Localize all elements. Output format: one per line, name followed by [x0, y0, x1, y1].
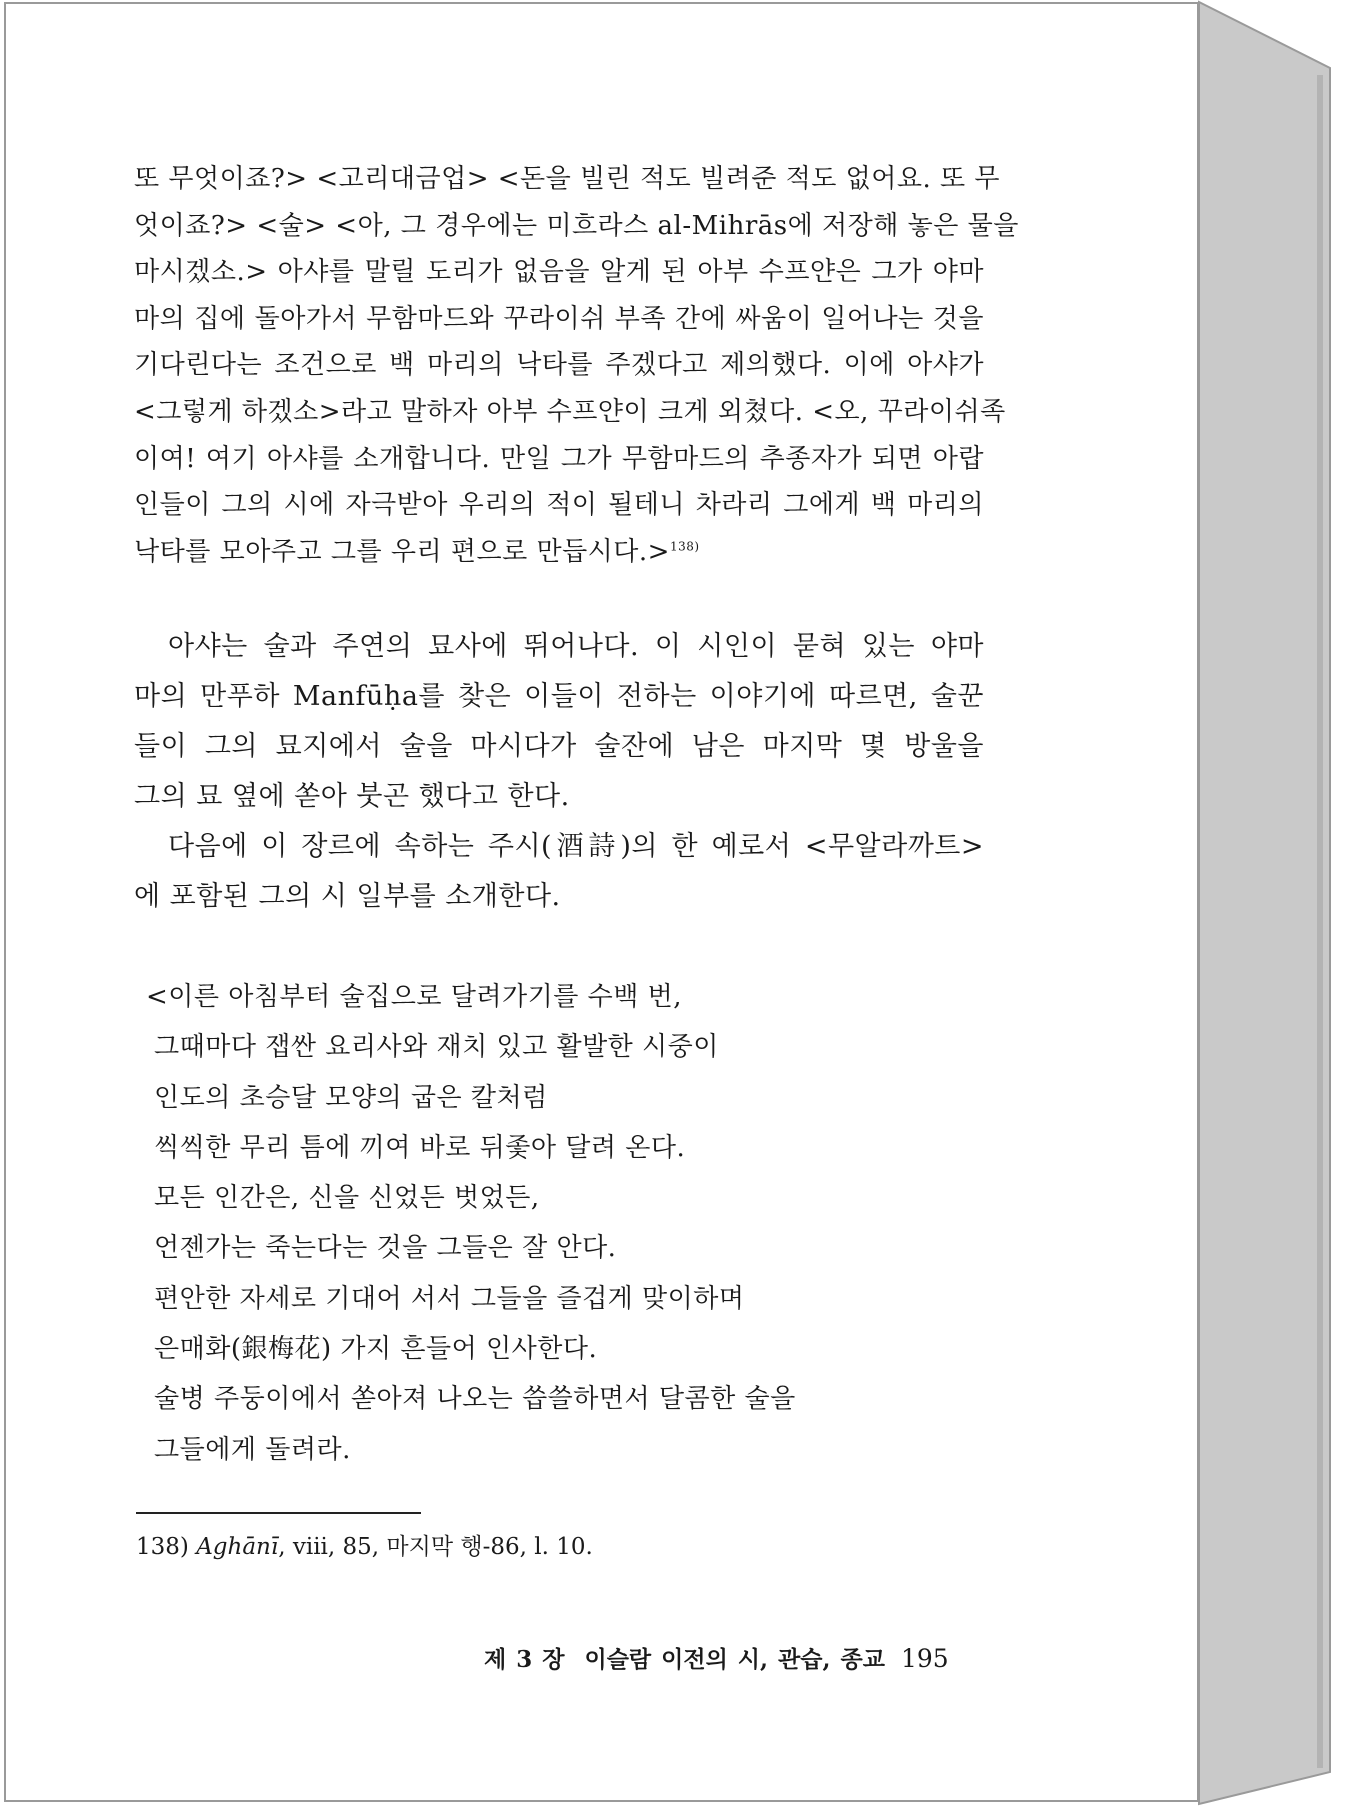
poem-quotation — [146, 972, 796, 1475]
text-line: 아샤는 술과 주연의 묘사에 뛰어나다. 이 시인이 묻혀 있는 야마 — [168, 631, 984, 662]
text-line: 마의 집에 돌아가서 무함마드와 꾸라이쉬 부족 간에 싸움이 일어나는 것을 — [134, 303, 984, 334]
text-line: 엇이죠?> <술> <아, 그 경우에는 미흐라스 al-Mihrās에 저장해 놓은 물을 — [134, 210, 1019, 241]
page-number: 195 — [900, 1644, 949, 1673]
footnote-divider — [136, 1512, 421, 1514]
book-side-face — [1199, 2, 1330, 1804]
footnote-citation: , viii, 85, 마지막 행-86, l. 10. — [278, 1534, 593, 1560]
poem-line: 인도의 초승달 모양의 굽은 칼처럼 — [154, 1082, 548, 1113]
paragraph-dialogue — [134, 156, 1019, 575]
text-line: 인들이 그의 시에 자극받아 우리의 적이 될테니 차라리 그에게 백 마리의 — [134, 490, 984, 521]
text-line-last — [134, 529, 984, 576]
poem-line: 술병 주둥이에서 쏟아져 나오는 씁쓸하면서 달콤한 술을 — [154, 1384, 796, 1415]
chapter-label: 제 3 장 — [484, 1646, 565, 1673]
text-line: 다음에 이 장르에 속하는 주시(酒詩)의 한 예로서 <무알라까트> — [168, 831, 984, 862]
text-line: 그의 묘 옆에 쏟아 붓곤 했다고 한다. — [134, 781, 570, 812]
text-line: 마시겠소.> 아샤를 말릴 도리가 없음을 알게 된 아부 수프얀은 그가 야마 — [134, 257, 984, 288]
paragraph-asha-description — [134, 622, 984, 922]
poem-line: 씩씩한 무리 틈에 끼여 바로 뒤좇아 달려 온다. — [154, 1132, 686, 1163]
chapter-title: 이슬람 이전의 시, 관습, 종교 — [584, 1646, 885, 1673]
footnote-reference: 138) — [669, 539, 700, 554]
footnote-source: Aghānī — [196, 1534, 279, 1560]
text-line: 기다린다는 조건으로 백 마리의 낙타를 주겠다고 제의했다. 이에 아샤가 — [134, 350, 984, 381]
footnote-138 — [136, 1528, 593, 1561]
text-line: <그렇게 하겠소>라고 말하자 아부 수프얀이 크게 외쳤다. <오, 꾸라이쉬족 — [134, 396, 1006, 427]
poem-line: 모든 인간은, 신을 신었든 벗었든, — [154, 1183, 540, 1214]
poem-line: <이른 아침부터 술집으로 달려가기를 수백 번, — [146, 982, 682, 1012]
text-line: 에 포함된 그의 시 일부를 소개한다. — [134, 881, 561, 912]
text-line: 마의 만푸하 Manfūḥa를 찾은 이들이 전하는 이야기에 따르면, 술꾼 — [134, 681, 984, 712]
poem-line: 언젠가는 죽는다는 것을 그들은 잘 안다. — [154, 1233, 617, 1264]
poem-line: 그들에게 돌려라. — [154, 1434, 351, 1465]
poem-line: 그때마다 잽싼 요리사와 재치 있고 활발한 시중이 — [154, 1032, 719, 1063]
poem-line: 편안한 자세로 기대어 서서 그들을 즐겁게 맞이하며 — [154, 1283, 745, 1314]
text-line-content: 낙타를 모아주고 그를 우리 편으로 만듭시다.> — [134, 536, 670, 567]
footnote-number: 138) — [136, 1534, 189, 1560]
text-line: 또 무엇이죠?> <고리대금업> <돈을 빌린 적도 빌려준 적도 없어요. 또 무 — [134, 164, 1001, 194]
text-line: 들이 그의 묘지에서 술을 마시다가 술잔에 남은 마지막 몇 방울을 — [134, 731, 984, 762]
poem-line: 은매화(銀梅花) 가지 흔들어 인사한다. — [154, 1334, 598, 1365]
text-line: 이여! 여기 아샤를 소개합니다. 만일 그가 무함마드의 추종자가 되면 아랍 — [134, 443, 984, 474]
running-footer — [484, 1641, 979, 1674]
